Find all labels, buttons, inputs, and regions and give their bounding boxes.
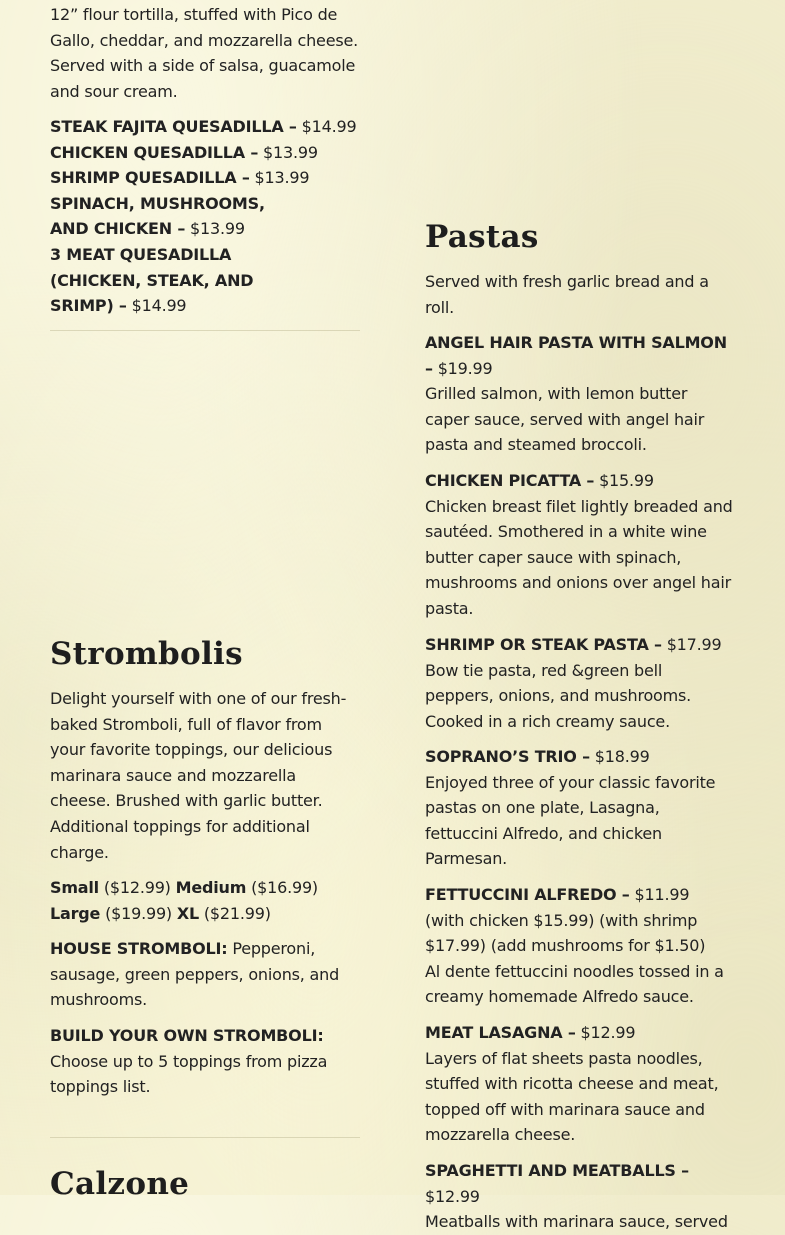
pasta-item xyxy=(425,1020,735,1148)
pasta-item xyxy=(425,744,735,872)
item-name: BUILD YOUR OWN STROMBOLI: xyxy=(50,1026,324,1045)
pasta-item xyxy=(425,632,735,734)
item-desc: Enjoyed three of your classic favorite pastas on one plate, Lasagna, fettuccini Alfredo, and chicken Parmesan. xyxy=(425,772,716,869)
item-name: SPINACH, MUSHROOMS, AND CHICKEN – xyxy=(50,193,265,239)
item-heading xyxy=(425,1020,735,1046)
pasta-item xyxy=(425,882,735,1010)
item-desc: Layers of flat sheets pasta noodles, stuffed with ricotta cheese and meat, topped off with marinara sauce and mozzarella cheese. xyxy=(425,1048,719,1145)
item-name: CHICKEN PICATTA – xyxy=(425,471,595,490)
build-stromboli xyxy=(50,1023,360,1100)
pasta-item xyxy=(425,1158,735,1235)
quesadilla-intro: 12” flour tortilla, stuffed with Pico de Gallo, cheddar, and mozzarella cheese. Served with a side of salsa, guacamole and sour cream. xyxy=(50,5,359,101)
item-heading xyxy=(425,468,735,494)
size-price: ($12.99) xyxy=(103,878,171,897)
quesadilla-list xyxy=(50,114,360,319)
item-name: FETTUCCINI ALFREDO – xyxy=(425,885,630,904)
item-price: $18.99 xyxy=(594,747,650,766)
size-label: Small xyxy=(50,878,99,897)
size-label: Large xyxy=(50,903,101,923)
item-name: SHRIMP QUESADILLA – xyxy=(50,168,250,188)
item-name: HOUSE STROMBOLI: xyxy=(50,939,228,958)
pasta-intro: Served with fresh garlic bread and a roll. xyxy=(425,272,709,317)
item-desc: Grilled salmon, with lemon butter caper sauce, served with angel hair pasta and steamed broccoli. xyxy=(425,384,705,455)
item-price: $13.99 xyxy=(263,142,318,162)
item-name: MEAT LASAGNA – xyxy=(425,1023,576,1042)
menu-item xyxy=(50,242,320,319)
pasta-item xyxy=(425,330,735,458)
section-title-calzone: Calzone xyxy=(50,1166,190,1202)
item-extra: (with chicken $15.99) (with shrimp $17.99) (add mushrooms for $1.50) xyxy=(425,910,706,956)
menu-item xyxy=(50,165,360,191)
section-divider xyxy=(50,1137,360,1138)
item-name: CHICKEN QUESADILLA – xyxy=(50,142,259,162)
item-name: ANGEL HAIR PASTA WITH SALMON – xyxy=(425,333,727,378)
item-price: $12.99 xyxy=(580,1023,636,1042)
menu-item xyxy=(50,191,300,242)
item-heading xyxy=(425,882,735,908)
pasta-item xyxy=(425,468,735,622)
item-desc: Chicken breast filet lightly breaded and sautéed. Smothered in a white wine butter caper sauce with spinach, mushrooms and onions over angel hair pasta. xyxy=(425,496,733,618)
item-name: SHRIMP OR STEAK PASTA – xyxy=(425,635,662,654)
section-title-strombolis: Strombolis xyxy=(50,636,243,672)
item-price: $11.99 xyxy=(634,885,690,904)
size-label: Medium xyxy=(175,878,247,897)
item-heading xyxy=(425,744,735,770)
item-heading xyxy=(425,632,735,658)
house-stromboli xyxy=(50,936,360,1013)
item-heading xyxy=(425,330,735,381)
item-desc: Al dente fettuccini noodles tossed in a creamy homemade Alfredo sauce. xyxy=(425,961,724,1007)
item-desc: Choose up to 5 toppings from pizza toppings list. xyxy=(50,1051,328,1097)
item-name: SPAGHETTI AND MEATBALLS – xyxy=(425,1161,689,1180)
menu-item xyxy=(50,140,360,166)
item-price: $17.99 xyxy=(666,635,722,654)
size-price: ($19.99) xyxy=(105,903,172,923)
section-divider xyxy=(50,330,360,331)
item-price: $14.99 xyxy=(131,296,187,316)
stromboli-intro: Delight yourself with one of our fresh-baked Stromboli, full of flavor from your favorite toppings, our delicious marinara sauce and mozzarella cheese. Brushed with garlic butter. Additional toppings for additional charge. xyxy=(50,689,347,862)
item-price: $12.99 xyxy=(425,1186,480,1206)
item-price: $14.99 xyxy=(301,117,357,136)
item-price: $19.99 xyxy=(437,358,493,378)
item-name: STEAK FAJITA QUESADILLA – xyxy=(50,117,297,136)
item-desc: Meatballs with marinara sauce, served xyxy=(425,1212,728,1232)
item-desc: Bow tie pasta, red &green bell peppers, onions, and mushrooms. Cooked in a rich creamy sauce. xyxy=(425,660,692,731)
stromboli-sizes xyxy=(50,875,360,926)
menu-item xyxy=(50,114,360,140)
size-price: ($21.99) xyxy=(203,903,271,923)
item-name: 3 MEAT QUESADILLA (CHICKEN, STEAK, AND SRIMP) – xyxy=(50,244,254,316)
item-name: SOPRANO’S TRIO – xyxy=(425,747,590,766)
item-price: $15.99 xyxy=(599,471,654,490)
item-heading xyxy=(425,1158,735,1209)
size-price: ($16.99) xyxy=(251,878,318,897)
section-title-pastas: Pastas xyxy=(425,219,539,255)
item-desc: Pepperoni, sausage, green peppers, onions, and mushrooms. xyxy=(50,939,340,1010)
item-price: $13.99 xyxy=(254,168,310,188)
size-label: XL xyxy=(176,903,199,923)
item-price: $13.99 xyxy=(190,219,245,239)
